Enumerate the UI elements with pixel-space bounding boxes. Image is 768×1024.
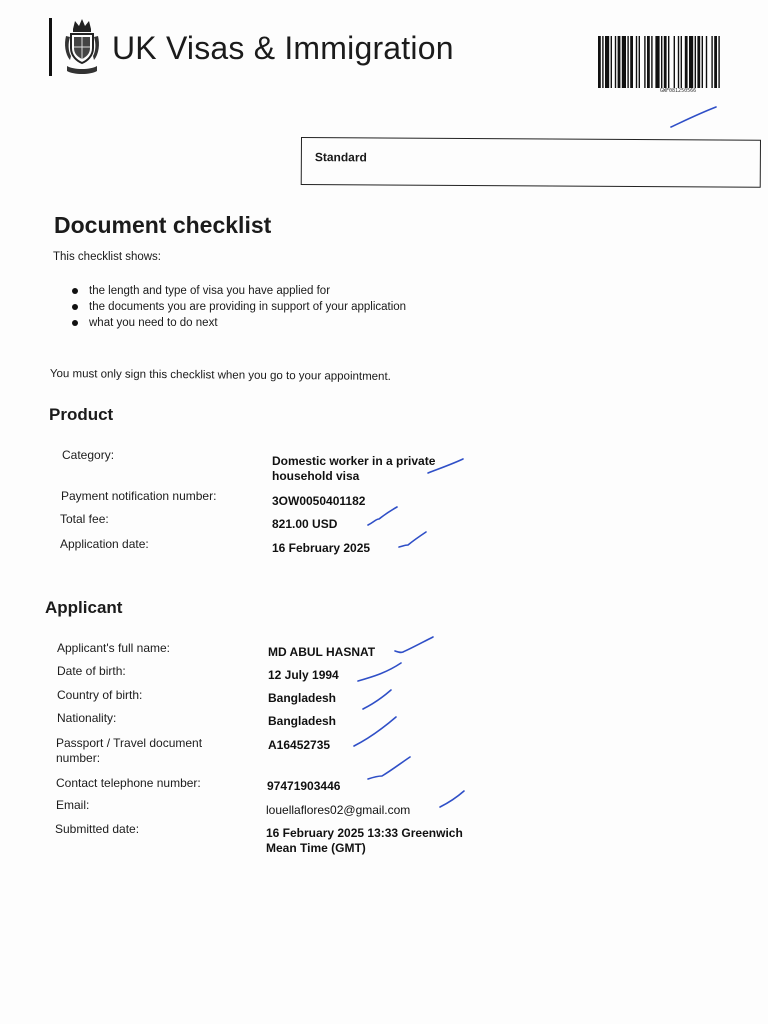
passport-number-value: A16452735: [268, 738, 331, 752]
checklist-bullets: [72, 284, 406, 329]
pen-tick-mark: [668, 104, 720, 130]
checklist-intro: This checklist shows:: [53, 251, 162, 263]
pen-tick-mark: [426, 455, 466, 477]
country-of-birth-label: Country of birth:: [57, 688, 143, 702]
category-value: Domestic worker in a private household visa: [272, 454, 436, 483]
list-item: the documents you are providing in support of your application: [72, 300, 406, 315]
date-of-birth-label: Date of birth:: [57, 664, 126, 678]
full-name-label: Applicant's full name:: [57, 641, 171, 655]
pen-tick-mark: [366, 755, 412, 783]
pen-tick-mark: [361, 688, 393, 712]
barcode-icon: [598, 36, 766, 88]
date-of-birth-value: 12 July 1994: [268, 668, 339, 682]
email-value: louellaflores02@gmail.com: [266, 803, 411, 817]
application-date-label: Application date:: [60, 537, 149, 551]
country-of-birth-value: Bangladesh: [268, 691, 337, 705]
applicant-heading: Applicant: [45, 598, 123, 617]
application-date-value: 16 February 2025: [272, 541, 371, 555]
pen-tick-mark: [352, 715, 398, 749]
total-fee-label: Total fee:: [60, 512, 109, 526]
submitted-date-label: Submitted date:: [55, 822, 140, 836]
total-fee-value: 821.00 USD: [272, 517, 338, 531]
pen-tick-mark: [356, 661, 404, 685]
nationality-value: Bangladesh: [268, 714, 337, 728]
payment-number-value: 3OW0050401182: [272, 494, 366, 508]
page-title: Document checklist: [54, 212, 272, 238]
processing-type-label: Standard: [314, 150, 367, 165]
email-label: Email:: [56, 798, 90, 812]
barcode-number: GWF081250566: [660, 88, 697, 94]
pen-tick-mark: [397, 530, 429, 552]
passport-number-label: Passport / Travel document number:: [56, 736, 203, 765]
payment-number-label: Payment notification number:: [61, 489, 217, 503]
pen-tick-mark: [438, 789, 466, 811]
brand-title: UK Visas & Immigration: [112, 30, 454, 66]
list-item: the length and type of visa you have applied for: [72, 284, 406, 299]
royal-coat-of-arms-icon: [62, 16, 102, 78]
full-name-value: MD ABUL HASNAT: [268, 645, 376, 659]
pen-tick-mark: [392, 634, 436, 658]
submitted-date-value: 16 February 2025 13:33 Greenwich Mean Time (GMT): [266, 826, 463, 855]
processing-type-box: [301, 137, 761, 188]
pen-tick-mark: [366, 505, 400, 529]
list-item: what you need to do next: [72, 316, 406, 331]
category-label: Category:: [62, 448, 115, 462]
header-divider: [49, 18, 52, 76]
nationality-label: Nationality:: [57, 711, 117, 725]
telephone-value: 97471903446: [267, 779, 341, 793]
product-heading: Product: [49, 405, 114, 424]
telephone-label: Contact telephone number:: [56, 776, 201, 790]
sign-instruction: You must only sign this checklist when you go to your appointment.: [49, 368, 391, 383]
